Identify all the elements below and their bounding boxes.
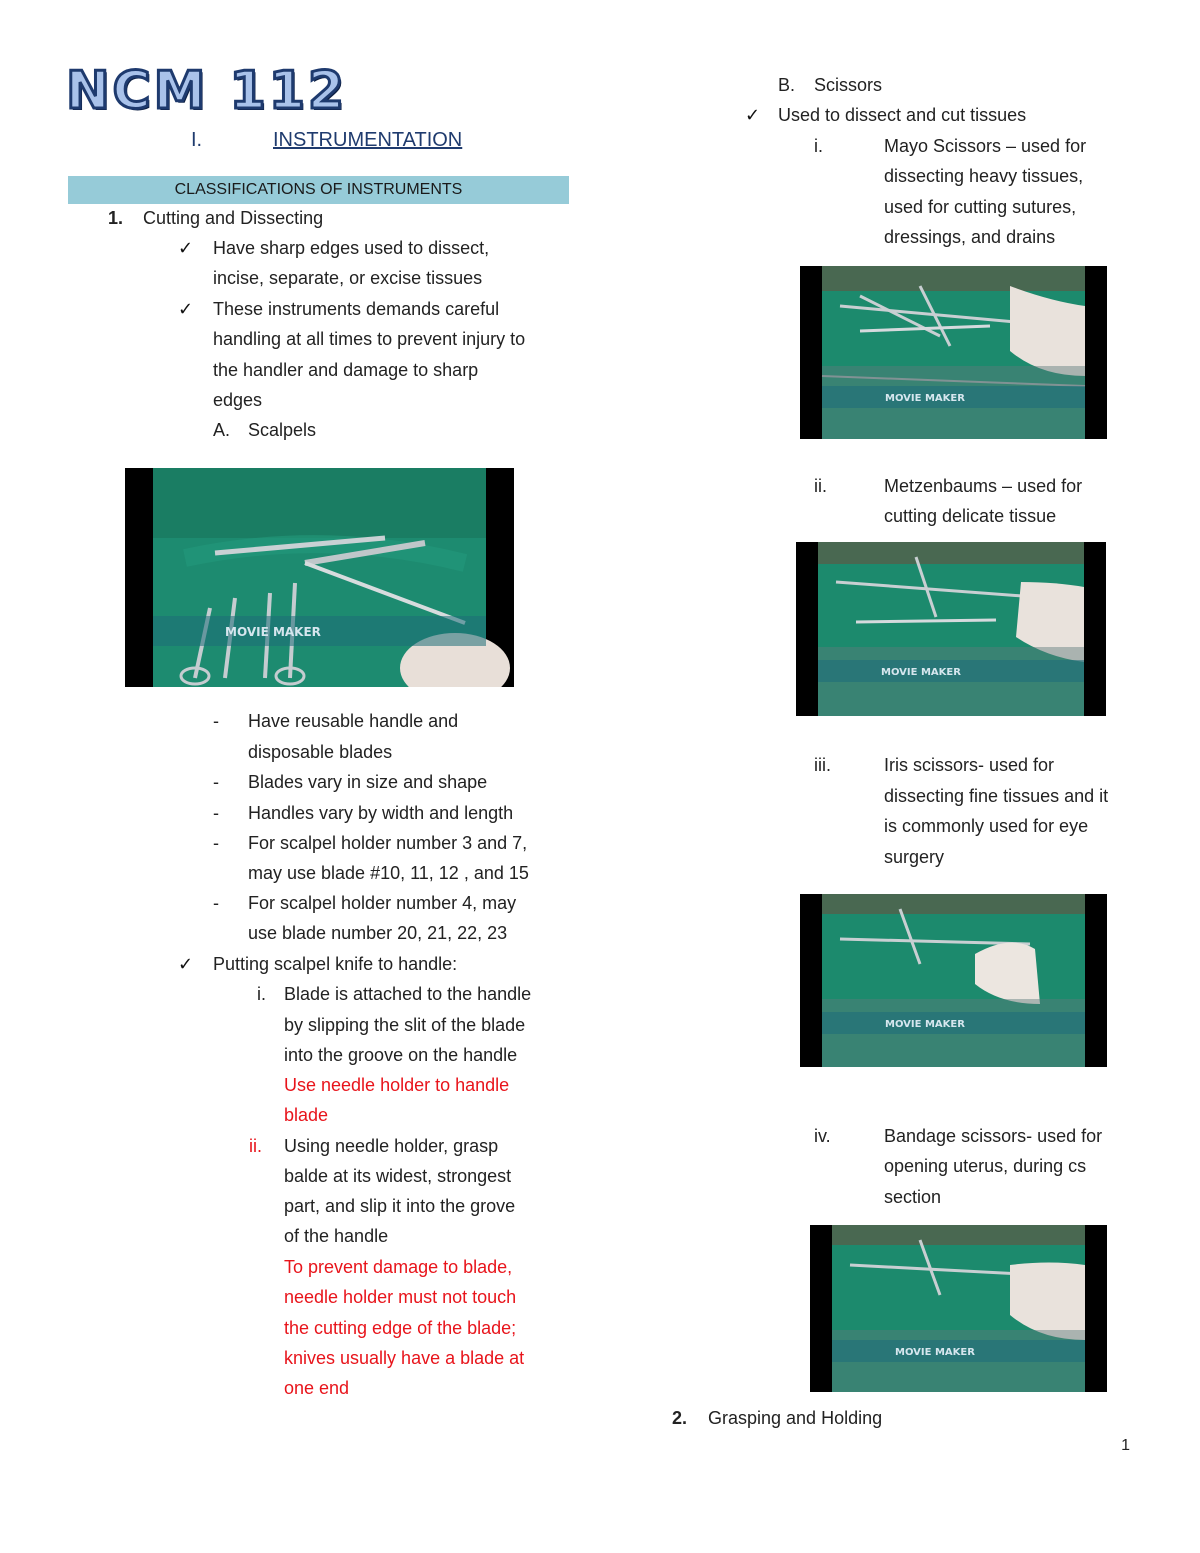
type-i-number: i. (814, 136, 823, 156)
type-iv-line2: opening uterus, during cs (884, 1156, 1087, 1176)
section-title: INSTRUMENTATION (273, 129, 463, 151)
type-iii-number: iii. (814, 755, 831, 775)
scalpels-photo (125, 468, 514, 687)
bullet3-line1: Handles vary by width and length (248, 803, 514, 823)
type-iv-line3: section (884, 1187, 942, 1207)
type-i-line3: used for cutting sutures, (884, 197, 1077, 217)
type-iii-line3: is commonly used for eye (884, 816, 1089, 836)
type-i-line1: Mayo Scissors – used for (884, 136, 1087, 156)
scissors-letter: B. (778, 75, 796, 95)
type-iv-number: iv. (814, 1126, 831, 1146)
type-iii-line1: Iris scissors- used for (884, 755, 1055, 775)
step-i-note-line1: Use needle holder to handle (284, 1075, 510, 1095)
type-iv-line1: Bandage scissors- used for (884, 1126, 1103, 1146)
course-title: NCM 112 (66, 61, 348, 121)
section-number: I. (191, 129, 203, 151)
page-number: 1 (1121, 1437, 1130, 1454)
watermark-text: MOVIE MAKER (885, 1019, 965, 1030)
step-ii-number: ii. (249, 1136, 262, 1156)
dash-icon: - (213, 803, 219, 823)
type-iii-line2: dissecting fine tissues and it (884, 786, 1109, 806)
step-ii-note-line4: knives usually have a blade at (284, 1348, 525, 1368)
step-ii-line1: Using needle holder, grasp (284, 1136, 499, 1156)
step-ii-line2: balde at its widest, strongest (284, 1166, 512, 1186)
check-icon: ✓ (178, 238, 194, 258)
type-i-line4: dressings, and drains (884, 227, 1056, 247)
check2-line2: handling at all times to prevent injury to (213, 329, 526, 349)
type-iii-line4: surgery (884, 847, 945, 867)
bullet4-line1: For scalpel holder number 3 and 7, (248, 833, 528, 853)
metzenbaum-scissors-photo (796, 542, 1106, 716)
step-i-line3: into the groove on the handle (284, 1045, 518, 1065)
type-i-line2: dissecting heavy tissues, (884, 166, 1084, 186)
step-ii-note-line3: the cutting edge of the blade; (284, 1318, 517, 1338)
dash-icon: - (213, 833, 219, 853)
scissors-check-text: Used to dissect and cut tissues (778, 105, 1027, 125)
item2-title: Grasping and Holding (708, 1408, 883, 1428)
bullet1-line1: Have reusable handle and (248, 711, 459, 731)
step-ii-note-line2: needle holder must not touch (284, 1287, 517, 1307)
bullet4-line2: may use blade #10, 11, 12 , and 15 (248, 863, 529, 883)
step-i-note-line2: blade (284, 1105, 329, 1125)
check2-line4: edges (213, 390, 263, 410)
item2-number: 2. (672, 1408, 688, 1428)
check2-line1: These instruments demands careful (213, 299, 500, 319)
step-ii-line4: of the handle (284, 1226, 389, 1246)
check2-line3: the handler and damage to sharp (213, 360, 479, 380)
check3-text: Putting scalpel knife to handle: (213, 954, 458, 974)
watermark-text: MOVIE MAKER (895, 1347, 975, 1358)
bullet2-line1: Blades vary in size and shape (248, 772, 488, 792)
type-ii-line1: Metzenbaums – used for (884, 476, 1083, 496)
iris-scissors-photo (800, 894, 1107, 1067)
watermark-text: MOVIE MAKER (225, 625, 321, 639)
item1-title: Cutting and Dissecting (143, 208, 324, 228)
step-i-line1: Blade is attached to the handle (284, 984, 532, 1004)
type-ii-number: ii. (814, 476, 827, 496)
check1-line1: Have sharp edges used to dissect, (213, 238, 490, 258)
scalpels-letter: A. (213, 420, 231, 440)
dash-icon: - (213, 711, 219, 731)
check-icon: ✓ (745, 105, 761, 125)
bullet5-line1: For scalpel holder number 4, may (248, 893, 517, 913)
step-i-number: i. (257, 984, 266, 1004)
step-i-line2: by slipping the slit of the blade (284, 1015, 526, 1035)
dash-icon: - (213, 772, 219, 792)
mayo-scissors-photo (800, 266, 1107, 439)
step-ii-note-line1: To prevent damage to blade, (284, 1257, 513, 1277)
check-icon: ✓ (178, 954, 194, 974)
dash-icon: - (213, 893, 219, 913)
bandage-scissors-photo (810, 1225, 1107, 1392)
watermark-text: MOVIE MAKER (881, 667, 961, 678)
check-icon: ✓ (178, 299, 194, 319)
classification-band: CLASSIFICATIONS OF INSTRUMENTS (68, 176, 569, 204)
check1-line2: incise, separate, or excise tissues (213, 268, 483, 288)
step-ii-note-line5: one end (284, 1378, 350, 1398)
watermark-text: MOVIE MAKER (885, 393, 965, 404)
step-ii-line3: part, and slip it into the grove (284, 1196, 516, 1216)
scissors-label: Scissors (814, 75, 883, 95)
item1-number: 1. (108, 208, 124, 228)
bullet5-line2: use blade number 20, 21, 22, 23 (248, 923, 508, 943)
bullet1-line2: disposable blades (248, 742, 393, 762)
scalpels-label: Scalpels (248, 420, 317, 440)
type-ii-line2: cutting delicate tissue (884, 506, 1057, 526)
